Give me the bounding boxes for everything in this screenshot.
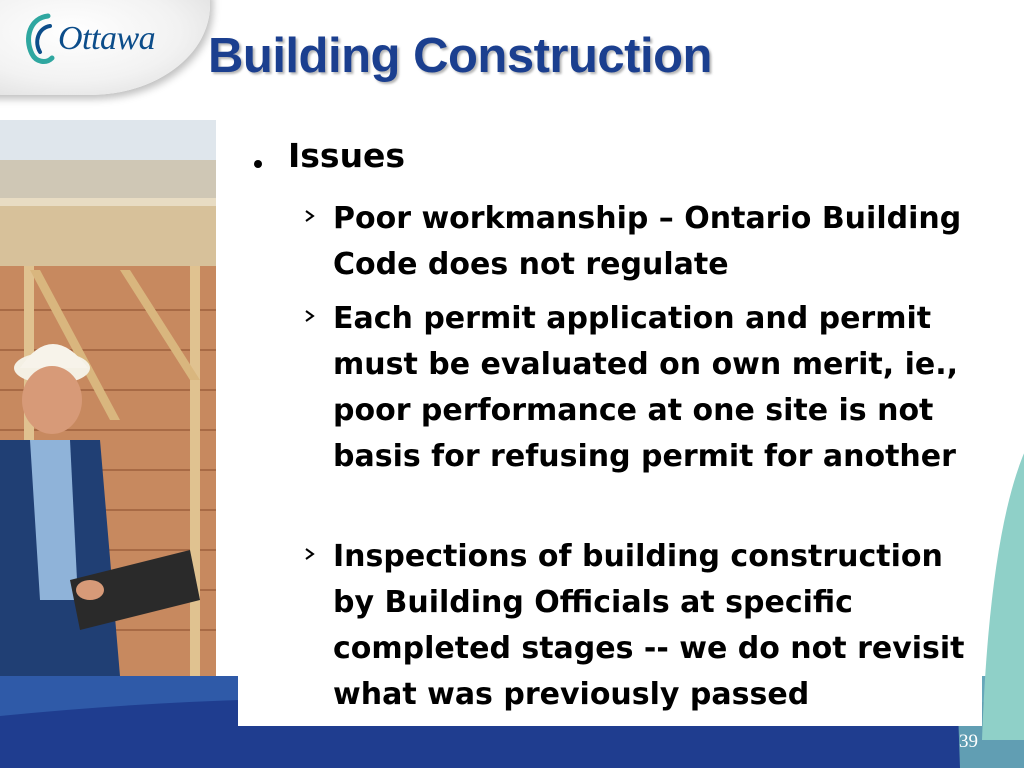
bullet-issues: Issues [288,136,406,175]
arrow-bullet-icon [303,308,317,324]
logo-mark-icon [20,10,60,70]
sub-item-text: Each permit application and permit must be evaluated on own merit, ie., poor performance at one site is not basis for refusing permit for another [333,301,958,474]
sub-item-text: Poor workmanship – Ontario Building Code does not regulate [333,201,962,282]
bullet-dot-icon [254,160,262,168]
arrow-bullet-icon [303,546,317,562]
sub-item [333,196,973,288]
construction-photo [0,120,216,676]
arrow-bullet-icon [303,208,317,224]
logo-text: Ottawa [58,20,156,57]
sub-item [333,534,973,718]
sub-item [333,296,973,480]
slide-title: Building Construction [208,29,712,83]
page-number: 39 [959,731,978,752]
ottawa-logo [20,10,170,70]
sub-item-text: Inspections of building construction by Building Officials at specific completed stages -- we do not revisit what was previously passed [333,539,965,712]
content-panel [238,120,982,726]
